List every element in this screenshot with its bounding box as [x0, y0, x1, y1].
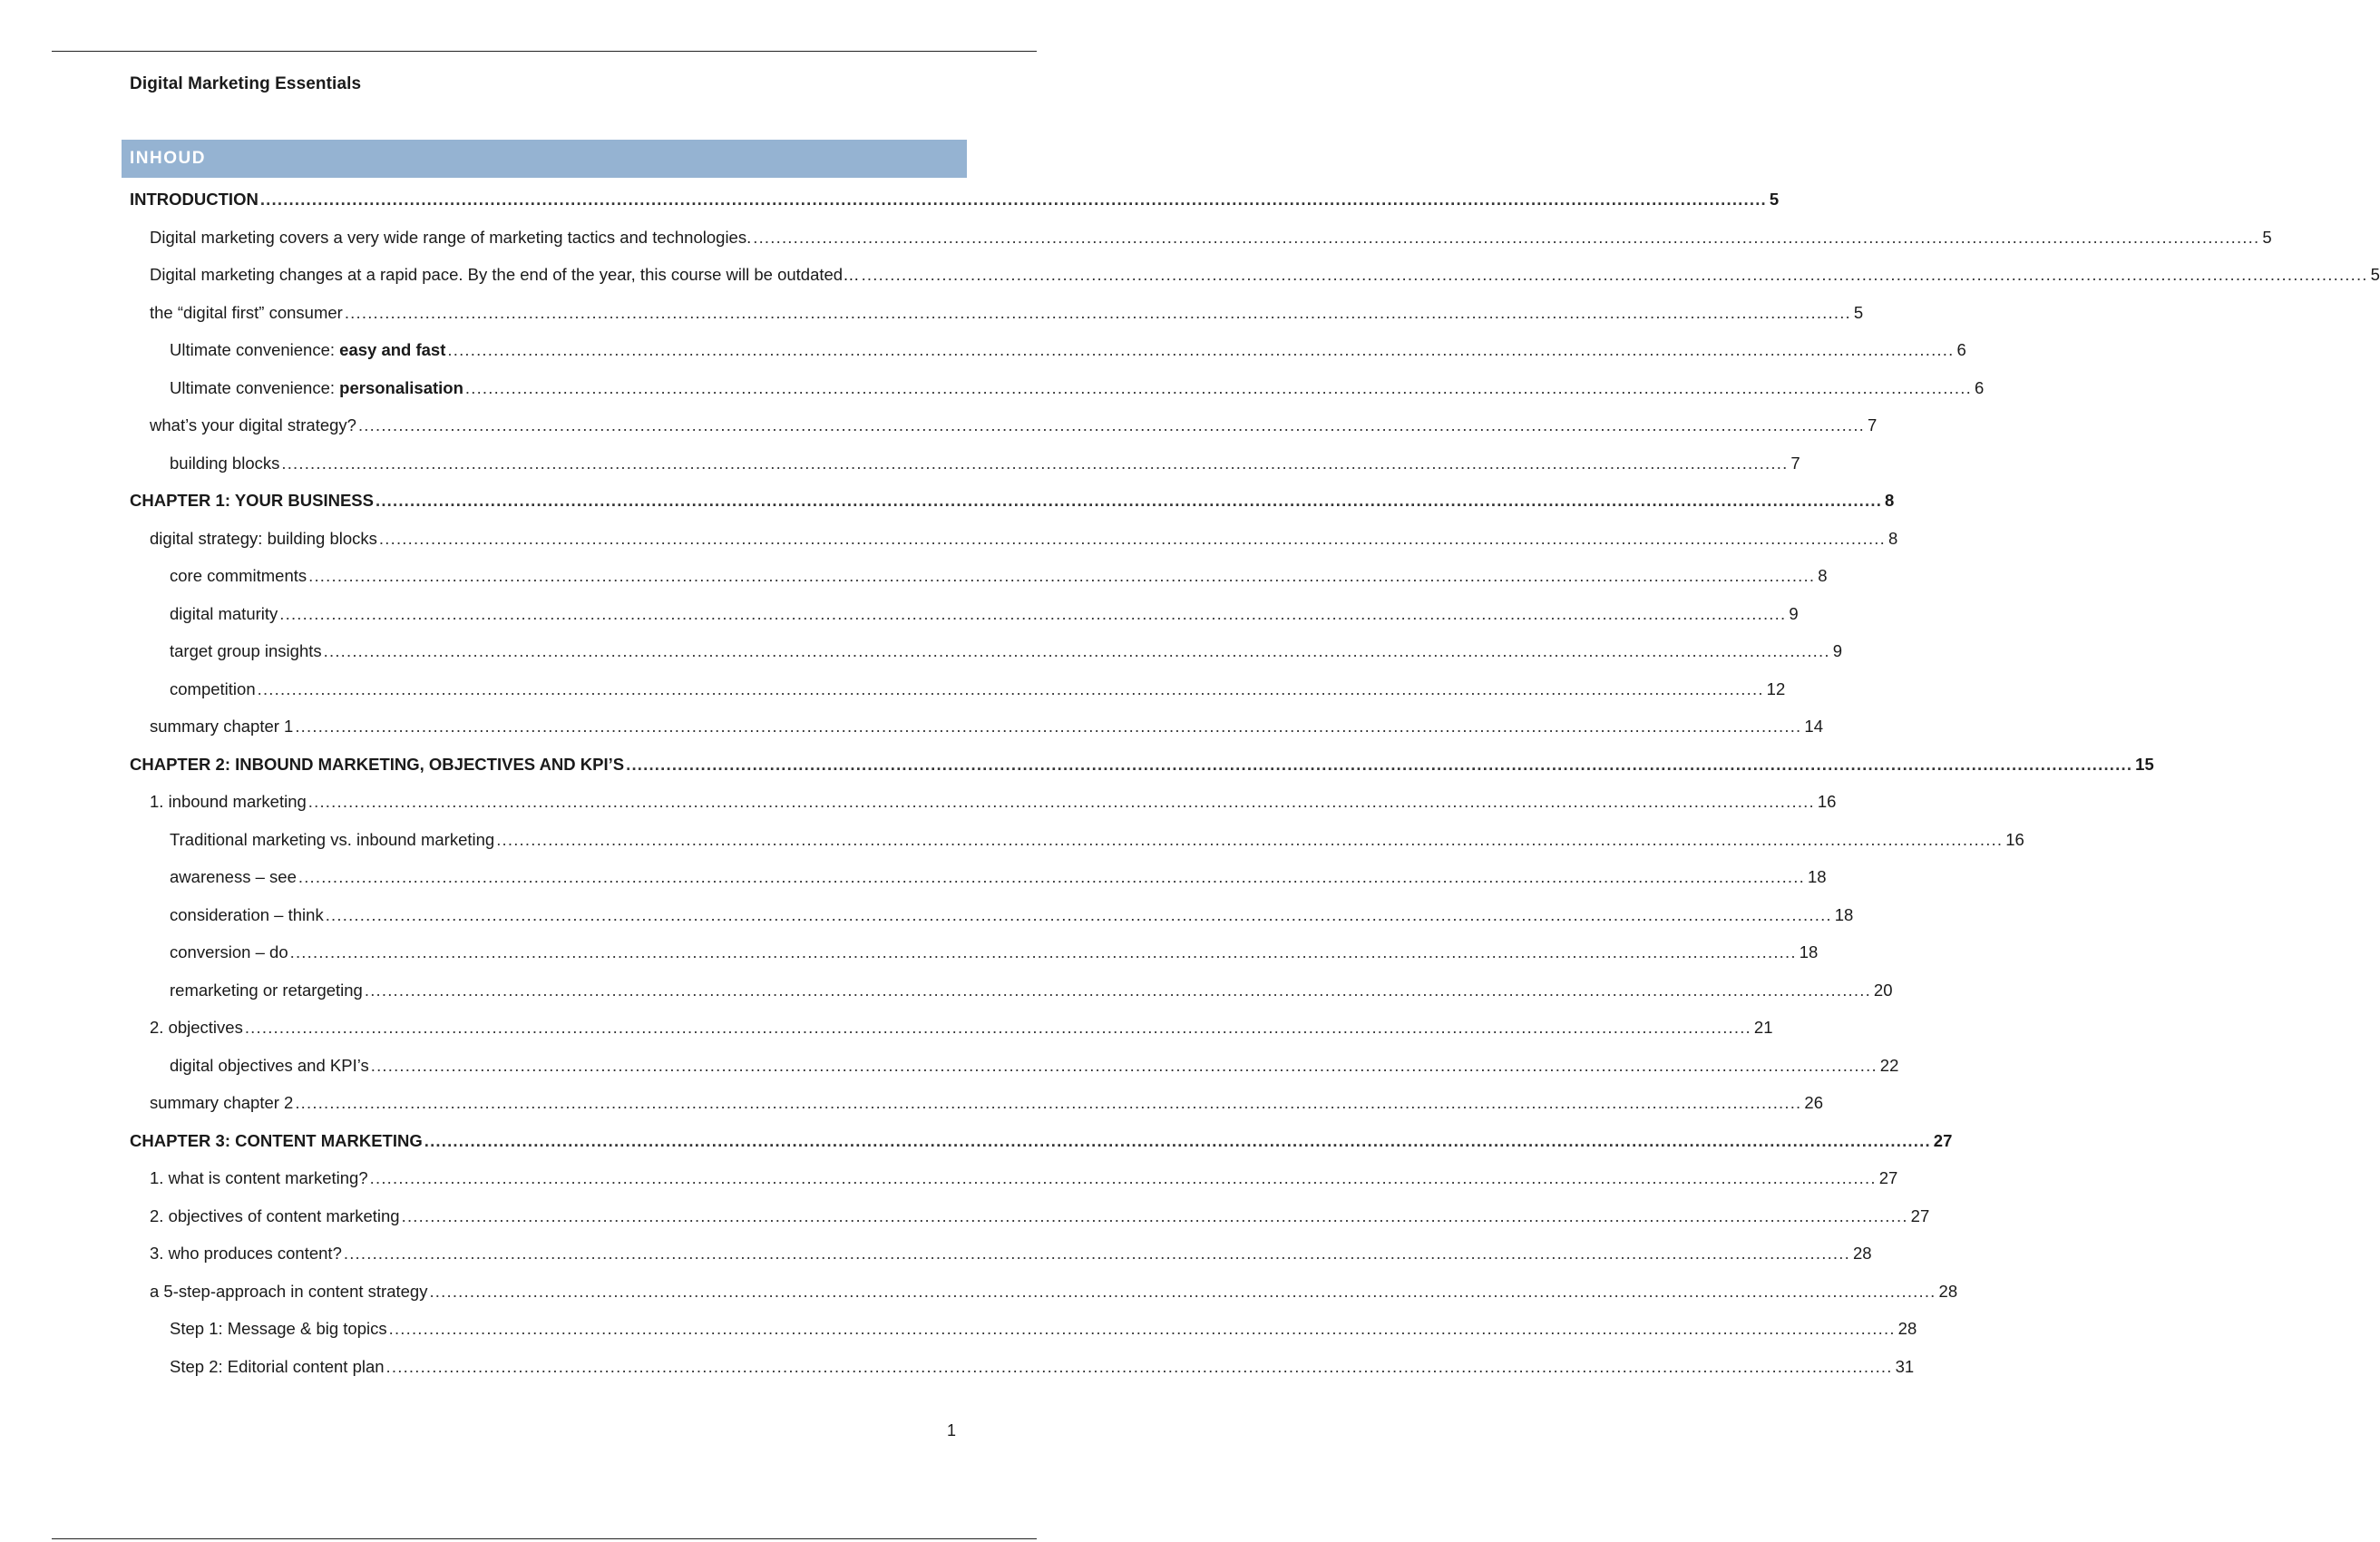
toc-entry-text: summary chapter 1: [150, 717, 294, 736]
toc-entry-text: CHAPTER 1: YOUR BUSINESS: [130, 491, 374, 510]
toc-entry[interactable]: [130, 520, 1898, 558]
toc-entry-text: 3. who produces content?: [150, 1244, 342, 1263]
toc-entry-title: [170, 331, 445, 369]
toc-entry-title: [170, 821, 494, 859]
toc-entry-title: [150, 708, 293, 746]
toc-entry-text: remarketing or retargeting: [170, 980, 363, 1000]
toc-entry[interactable]: [130, 1310, 1917, 1348]
toc-entry[interactable]: [130, 1084, 1823, 1122]
toc-entry-text: Ultimate convenience:: [170, 377, 340, 397]
toc-entry-page: 22: [1879, 1055, 1899, 1075]
toc-dot-leader: [295, 1084, 1801, 1122]
toc-dot-leader: [258, 670, 1764, 708]
toc-entry-text: 1. what is content marketing?: [150, 1168, 368, 1187]
toc-entry-page: 27: [1878, 1168, 1898, 1187]
toc-entry-title: [130, 746, 624, 784]
toc-entry-text: INTRODUCTION: [130, 190, 258, 209]
toc-entry-text: the “digital first” consumer: [150, 302, 343, 322]
toc-entry-text: core commitments: [170, 566, 307, 585]
toc-dot-leader: [447, 331, 1954, 369]
toc-entry-title: [170, 1047, 369, 1085]
toc-entry-page: 9: [1789, 603, 1799, 623]
toc-entry-page: 7: [1790, 453, 1800, 473]
toc-dot-leader: [371, 1047, 1878, 1085]
toc-dot-leader: [496, 821, 2003, 859]
toc-dot-leader: [345, 294, 1851, 332]
toc-entry[interactable]: [130, 406, 1878, 444]
toc-entry-title: [150, 1159, 368, 1197]
toc-dot-leader: [298, 858, 1805, 896]
toc-dot-leader: [626, 746, 2132, 784]
toc-entry-title: [170, 1310, 387, 1348]
toc-entry-title: [150, 1273, 427, 1311]
toc-entry[interactable]: [130, 181, 1780, 219]
toc-entry-title: [170, 632, 322, 670]
toc-entry-text: CHAPTER 2: INBOUND MARKETING, OBJECTIVES AND KPI’S: [130, 754, 625, 774]
toc-entry-page: 18: [1799, 942, 1819, 961]
toc-dot-leader: [376, 482, 1882, 520]
toc-dot-leader: [389, 1310, 1896, 1348]
toc-entry[interactable]: [130, 783, 1837, 821]
toc-entry[interactable]: [130, 708, 1823, 746]
toc-entry-page: 27: [1910, 1205, 1930, 1225]
toc-entry-title: [130, 482, 374, 520]
toc-entry-title: [150, 520, 377, 558]
toc-entry-text: 2. objectives: [150, 1018, 243, 1037]
toc-entry-text: 1. inbound marketing: [150, 792, 307, 811]
toc-dot-leader: [308, 557, 1815, 595]
toc-entry-page: 5: [1769, 190, 1780, 209]
toc-entry-title: [150, 1084, 293, 1122]
toc-entry-page: 8: [1818, 566, 1828, 585]
toc-entry-title: [150, 783, 307, 821]
toc-entry[interactable]: [130, 670, 1786, 708]
toc-dot-leader: [281, 444, 1788, 483]
toc-entry[interactable]: [130, 1159, 1898, 1197]
toc-entry-text: what’s your digital strategy?: [150, 415, 356, 434]
toc-entry-title: [170, 595, 278, 633]
toc-entry[interactable]: [130, 1009, 1773, 1047]
toc-entry-title: [150, 256, 860, 294]
toc-dot-leader: [344, 1235, 1850, 1273]
toc-dot-leader: [326, 896, 1832, 934]
toc-entry-text: Step 2: Editorial content plan: [170, 1356, 385, 1376]
toc-entry-page: 7: [1868, 415, 1878, 434]
toc-entry-page: 9: [1832, 641, 1842, 660]
toc-dot-leader: [279, 595, 1786, 633]
toc-entry[interactable]: [130, 256, 2380, 294]
page-number: 1: [947, 1421, 957, 1440]
toc-entry-page: 18: [1834, 904, 1854, 924]
toc-dot-leader: [402, 1197, 1908, 1235]
toc-entry-page: 18: [1807, 867, 1827, 886]
toc-dot-leader: [429, 1273, 1936, 1311]
toc-dot-leader: [260, 181, 1767, 219]
toc-entry-text: Step 1: Message & big topics: [170, 1319, 387, 1338]
toc-entry-text: Digital marketing covers a very wide range of marketing tactics and technologies.: [150, 227, 752, 247]
toc-dot-leader: [290, 933, 1797, 971]
toc-entry-title: [170, 933, 288, 971]
toc-dot-leader: [245, 1009, 1751, 1047]
toc-entry-title: [150, 406, 356, 444]
toc-entry-page: 5: [2262, 227, 2272, 247]
toc-entry-text: 2. objectives of content marketing: [150, 1205, 400, 1225]
toc-entry[interactable]: [130, 632, 1842, 670]
toc-entry-page: 8: [1887, 528, 1898, 548]
toc-entry[interactable]: [130, 746, 2154, 784]
toc-dot-leader: [324, 632, 1830, 670]
toc-entry[interactable]: [130, 896, 1854, 934]
toc-entry[interactable]: [130, 858, 1827, 896]
toc-entry-page: 28: [1852, 1244, 1872, 1263]
toc-entry-text: digital maturity: [170, 603, 278, 623]
toc-entry[interactable]: [130, 294, 1864, 332]
toc-entry[interactable]: [130, 557, 1828, 595]
toc-entry-title: [130, 181, 258, 219]
toc-entry-page: 6: [1956, 340, 1966, 359]
toc-entry-text: Ultimate convenience:: [170, 340, 340, 359]
table-of-contents: [130, 181, 2380, 1385]
toc-entry-page: 21: [1753, 1018, 1773, 1037]
toc-entry-text: summary chapter 2: [150, 1093, 294, 1112]
toc-entry-page: 28: [1897, 1319, 1917, 1338]
toc-entry-page: 16: [2005, 829, 2024, 849]
toc-entry[interactable]: [130, 331, 1966, 369]
toc-dot-leader: [370, 1159, 1877, 1197]
toc-entry[interactable]: [130, 821, 2024, 859]
toc-entry-title: [170, 896, 324, 934]
toc-entry[interactable]: [130, 971, 1893, 1010]
toc-entry-page: 6: [1974, 377, 1985, 397]
toc-dot-leader: [753, 219, 2259, 257]
toc-entry-title: [170, 670, 256, 708]
toc-entry-page: 5: [2370, 265, 2380, 284]
toc-entry-text: Digital marketing changes at a rapid pace. By the end of the year, this course will be outdated…: [150, 265, 860, 284]
footer-rule: [52, 1538, 1037, 1539]
toc-entry[interactable]: [130, 1273, 1958, 1311]
toc-entry-page: 26: [1804, 1093, 1823, 1112]
toc-entry-title: [170, 557, 307, 595]
toc-entry[interactable]: [130, 1122, 1953, 1160]
toc-dot-leader: [424, 1122, 1931, 1160]
toc-entry-text: a 5-step-approach in content strategy: [150, 1281, 428, 1301]
toc-entry-page: 28: [1938, 1281, 1958, 1301]
toc-entry[interactable]: [130, 444, 1800, 483]
toc-entry-text: consideration – think: [170, 904, 324, 924]
toc-entry-page: 8: [1885, 491, 1895, 510]
toc-dot-leader: [358, 406, 1865, 444]
toc-entry-text: target group insights: [170, 641, 322, 660]
toc-entry-text: awareness – see: [170, 867, 297, 886]
toc-entry[interactable]: [130, 595, 1799, 633]
toc-entry-title: [170, 858, 297, 896]
toc-entry[interactable]: [130, 1235, 1872, 1273]
toc-entry[interactable]: [130, 482, 1895, 520]
toc-entry[interactable]: [130, 933, 1819, 971]
toc-dot-leader: [862, 256, 2368, 294]
toc-entry-page: 31: [1895, 1356, 1915, 1376]
toc-entry-page: 12: [1766, 678, 1786, 698]
toc-entry-title: [150, 1235, 342, 1273]
toc-entry-text: conversion – do: [170, 942, 288, 961]
toc-dot-leader: [365, 971, 1871, 1010]
toc-dot-leader: [379, 520, 1886, 558]
toc-entry-text: building blocks: [170, 453, 280, 473]
toc-entry-page: 15: [2135, 754, 2154, 774]
toc-entry-title: [170, 971, 363, 1010]
toc-entry[interactable]: [130, 369, 1985, 407]
toc-entry[interactable]: [130, 1197, 1930, 1235]
toc-dot-leader: [386, 1348, 1893, 1386]
toc-dot-leader: [295, 708, 1801, 746]
toc-entry-title: [150, 294, 343, 332]
toc-heading: INHOUD: [122, 140, 967, 178]
toc-entry-title: [170, 1348, 385, 1386]
toc-entry-title: [170, 444, 279, 483]
toc-entry-title: [150, 1197, 400, 1235]
toc-entry-text: digital strategy: building blocks: [150, 528, 377, 548]
toc-entry-page: 16: [1817, 792, 1837, 811]
toc-entry-text: digital objectives and KPI’s: [170, 1055, 369, 1075]
toc-entry-page: 5: [1853, 302, 1864, 322]
toc-entry-title: [130, 1122, 423, 1160]
toc-entry-emphasis: personalisation: [339, 377, 463, 397]
toc-dot-leader: [308, 783, 1815, 821]
toc-entry-page: 14: [1804, 717, 1823, 736]
toc-entry-text: Traditional marketing vs. inbound marketing: [170, 829, 495, 849]
document-header-title: Digital Marketing Essentials: [130, 74, 362, 93]
toc-entry-title: [150, 219, 751, 257]
toc-entry-page: 27: [1933, 1130, 1953, 1150]
toc-entry-title: [170, 369, 463, 407]
toc-entry[interactable]: [130, 219, 2272, 257]
toc-entry-page: 20: [1873, 980, 1893, 1000]
toc-entry[interactable]: [130, 1047, 1899, 1085]
toc-dot-leader: [465, 369, 1972, 407]
toc-entry-text: CHAPTER 3: CONTENT MARKETING: [130, 1130, 423, 1150]
toc-entry-emphasis: easy and fast: [339, 340, 446, 359]
toc-entry-text: competition: [170, 678, 256, 698]
toc-entry[interactable]: [130, 1348, 1915, 1386]
toc-entry-title: [150, 1009, 243, 1047]
header-rule: [52, 51, 1037, 52]
